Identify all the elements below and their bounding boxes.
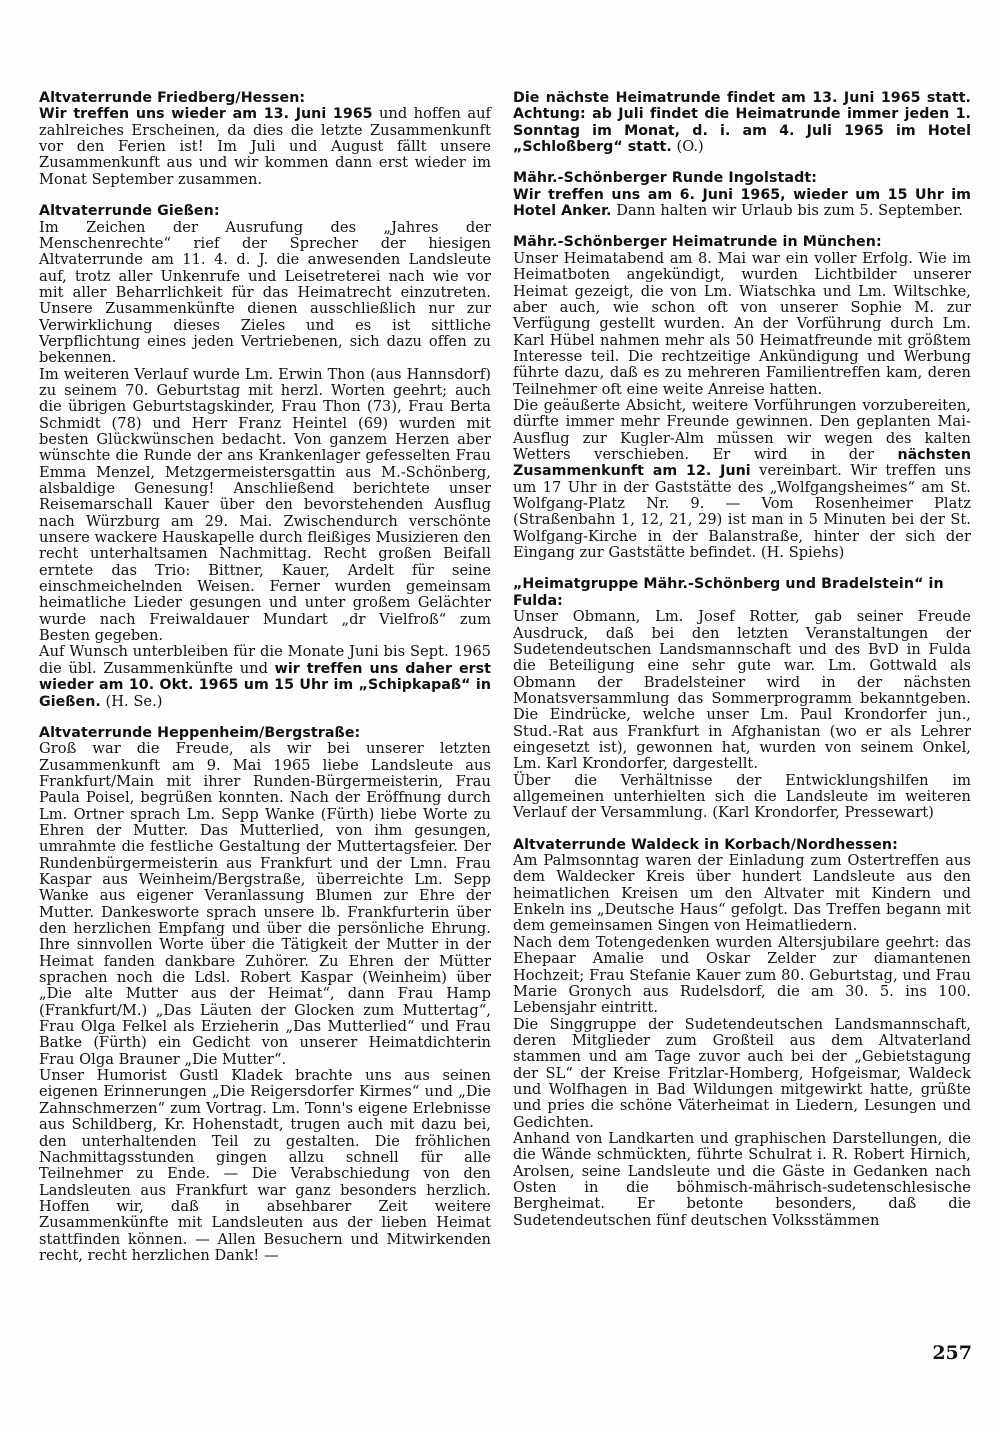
article-paragraph xyxy=(513,90,971,155)
article-paragraph xyxy=(513,398,971,561)
article-paragraph xyxy=(39,644,491,709)
article-paragraph: Unser Humorist Gustl Kladek brachte uns aus seinen eigenen Erinnerungen „Die Reigersdorfer Kirmes“ und „Die Zahnschmerzen“ zum Vortrag. Lm. Tonn's eigene Erlebnisse aus Schildberg, Kr. Hohenstadt, trugen auch mit dazu bei, den unterhaltenden Teil zu gestalten. Die fröhlichen Nachmittagsstunden gingen allzu schnell für alle Teilnehmer zu Ende. — Die Verabschiedung von den Landsleuten aus Frankfurt war ganz besonders herzlich. Hoffen wir, daß in absehbarer Zeit weitere Zusammenkünfte mit Landsleuten aus der lieben Heimat stattfinden können. — Allen Besuchern und Mitwirkenden recht, recht herzlichen Dank! — xyxy=(39,1067,491,1264)
bold-announcement: wir treffen uns daher erst wieder am 10. Okt. 1965 um 15 Uhr im „Schipkapaß“ in Gießen. xyxy=(39,660,491,710)
paragraph-text: Die geäußerte Absicht, weitere Vorführungen vorzubereiten, dürfte immer mehr Freunde gewinnen. Den geplanten Mai-Ausflug zur Kugler-Alm müssen wir wegen des kalten Wetters verschieben. Er wird in der xyxy=(513,396,971,463)
article-giessen xyxy=(39,203,491,710)
article-heading: Altvaterrunde Friedberg/Hessen: xyxy=(39,90,306,106)
article-ingolstadt xyxy=(513,170,971,219)
article-paragraph: Über die Verhältnisse der Entwicklungshilfen im allgemeinen unterhielten sich die Landsleute im weiteren Verlauf der Versammlung. (Karl Krondorfer, Pressewart) xyxy=(513,771,971,822)
paragraph-text: Dann halten wir Urlaub bis zum 5. September. xyxy=(611,202,963,220)
article-heading: Altvaterrunde Heppenheim/Bergstraße: xyxy=(39,724,361,741)
article-heading: Altvaterrunde Gießen: xyxy=(39,203,220,220)
article-paragraph: Am Palmsonntag waren der Einladung zum Ostertreffen aus dem Waldecker Kreis über hundert Landsleute aus den heimatlichen Kreisen um den Altvater mit Kindern und Enkeln ins „Deutsche Haus“ gefolgt. Das Treffen begann mit dem gemeinsamen Singen von Heimatliedern. xyxy=(513,852,971,935)
article-heading: Mähr.-Schönberger Heimatrunde in München: xyxy=(513,234,882,251)
article-paragraph: Die Singgruppe der Sudetendeutschen Landsmannschaft, deren Mitglieder zum Großteil aus dem Altvaterland stammen und am Tage zuvor auch bei der „Gebietstagung der SL“ der Kreise Fritzlar-Homberg, Hofgeismar, Waldeck und Wolfhagen in Bad Wildungen mitgewirkt hatte, grüßte und pries die schöne Väterheimat in Liedern, Lesungen und Gedichten. xyxy=(513,1015,971,1131)
bold-announcement: Wir treffen uns wieder am 13. Juni 1965 xyxy=(39,106,373,123)
article-muenchen xyxy=(513,234,971,561)
article-continuation xyxy=(513,90,971,155)
article-paragraph: Anhand von Landkarten und graphischen Darstellungen, die die Wände schmückten, führte Schulrat i. R. Robert Hirnich, Arolsen, seine Landsleute und die Gäste in Gedanken nach Osten in die böhmisch-mährisch-sudetenschlesische Bergheimat. Er betonte besonders, daß die Sudetendeutschen fünf deutschen Volksstämmen xyxy=(513,1129,971,1229)
article-heppenheim xyxy=(39,725,491,1264)
right-column xyxy=(513,90,971,1244)
article-paragraph: Unser Heimatabend am 8. Mai war ein voller Erfolg. Wie im Heimatboten angekündigt, wurden Lichtbilder unserer Heimat gezeigt, die von Lm. Wiatschka und Lm. Wiltschke, aber auch, wie schon oft von unserer Sophie M. zur Verfügung gestellt wurden. An der Vorführung durch Lm. Karl Hübel nahmen mehr als 50 Heimatfreunde mit größtem Interesse teil. Die rechtzeitige Ankündigung und Werbung führte dazu, daß es zu mehreren Familientreffen kam, deren Teilnehmer oft eine weite Anreise hatten. xyxy=(513,249,971,398)
author-signature: (O.) xyxy=(671,138,704,156)
article-waldeck xyxy=(513,837,971,1229)
paragraph-text: Auf Wunsch unterbleiben für die Monate Juni bis Sept. 1965 die übl. Zusammenkünfte und xyxy=(39,643,491,677)
article-paragraph: Nach dem Totengedenken wurden Altersjubilare geehrt: das Ehepaar Amalie und Oskar Zelder zur diamantenen Hochzeit; Frau Stefanie Kauer zum 80. Geburtstag, und Frau Marie Gronych aus Rudelsdorf, die am 30. 5. ins 100. Lebensjahr eintritt. xyxy=(513,933,971,1017)
paragraph-text: vereinbart. Wir treffen uns um 17 Uhr in der Gaststätte des „Wolfgangsheimes“ am St. Wolfgang-Platz Nr. 9. — Vom Rosenheimer Platz (Straßenbahn 1, 12, 21, 29) ist man in 5 Minuten bei der St. Wolfgang-Kirche in der Balanstraße, hinter der sich der Eingang zur Gaststätte befindet. (H. Spiehs) xyxy=(513,462,972,562)
article-heading: Altvaterrunde Waldeck in Korbach/Nordhessen: xyxy=(513,836,898,853)
article-paragraph xyxy=(513,187,971,220)
page-number: 257 xyxy=(932,1342,972,1364)
article-paragraph: Im Zeichen der Ausrufung des „Jahres der Menschenrechte“ rief der Sprecher der hiesigen Altvaterrunde am 11. 4. d. J. die anwesenden Landsleute auf, trotz aller Unkenrufe und Leisetreterei nach wie vor mit aller Beharrlichkeit für das Heimatrecht einzutreten. Unsere Zusammenkünfte dienen ausschließlich nur zur Verwirklichung dieses Zieles und es ist sittliche Verpflichtung eines jeden Vertriebenen, sich dazu offen zu bekennen. xyxy=(39,218,491,367)
left-column xyxy=(39,90,491,1279)
article-fulda xyxy=(513,576,971,821)
article-friedberg xyxy=(39,90,491,188)
bold-announcement: Die nächste Heimatrunde findet am 13. Juni 1965 statt. Achtung: ab Juli findet die Heimatrunde immer jeden 1. Sonntag im Monat, d. i. am 4. Juli 1965 im Hotel „Schloßberg“ statt. xyxy=(513,90,971,156)
article-paragraph: Im weiteren Verlauf wurde Lm. Erwin Thon (aus Hannsdorf) zu seinem 70. Geburtstag mit herzl. Worten geehrt; auch die übrigen Geburtstagskinder, Frau Thon (73), Frau Berta Schmidt (78) und Herr Franz Heintel (69) wurden mit besten Glückwünschen bedacht. Von ganzem Herzen aber wünschte die Runde der ans Krankenlager gefesselten Frau Emma Menzel, Metzgermeistersgattin aus M.-Schönberg, alsbaldige Genesung! Anschließend berichtete unser Reisemarschall Kauer über den bevorstehenden Ausflug nach Würzburg am 29. Mai. Zwischendurch verschönte unsere wackere Hauskapelle durch fleißiges Musizieren den recht unterhaltsamen Nachmittag. Recht großen Beifall erntete das Trio: Bittner, Kauer, Ardelt für seine einschmeichelnden Weisen. Ferner wurden gemeinsam heimatliche Lieder gesungen und unter großem Gelächter wurde nach Freiwaldauer Mundart „dr Vielfroß“ zum Besten gegeben. xyxy=(39,365,491,645)
paragraph-text: und hoffen auf zahlreiches Erscheinen, da dies die letzte Zusammenkunft vor den Ferien ist! Im Juli und August fällt unsere Zusammenkunft aus und wir kommen dann erst wieder im Monat September zusammen. xyxy=(39,105,491,188)
author-signature: (H. Se.) xyxy=(100,692,163,710)
article-paragraph: Groß war die Freude, als wir bei unserer letzten Zusammenkunft am 9. Mai 1965 liebe Landsleute aus Frankfurt/Main mit ihrer Runden-Bürgermeisterin, Frau Paula Poisel, begrüßen konnten. Nach der Eröffnung durch Lm. Ortner sprach Lm. Sepp Wanke (Fürth) liebe Worte zu Ehren der Mutter. Das Mutterlied, von ihm gesungen, umrahmte die festliche Gestaltung der Muttertagsfeier. Der Rundenbürgermeisterin aus Frankfurt und der Lmn. Frau Kaspar aus Weinheim/Bergstraße, überreichte Lm. Sepp Wanke aus eigener Veranlassung Blumen zur Ehre der Mutter. Dankesworte sprach unsere lb. Frankfurterin über den herzlichen Empfang und über die persönliche Ehrung. Ihre sinnvollen Worte über die Tätigkeit der Mutter in der Heimat fanden dankbare Zuhörer. Zu Ehren der Mütter sprachen noch die Ldsl. Robert Kaspar (Weinheim) über „Die alte Mutter aus der Heimat“, dann Frau Hamp (Frankfurt/M.) „Das Läuten der Glocken zum Muttertag“, Frau Olga Felkel als Erzieherin „Das Mutterlied“ und Frau Batke (Fürth) ein Gedicht von unserer Heimatdichterin Frau Olga Brauner „Die Mutter“. xyxy=(39,740,491,1068)
bold-announcement: nächsten Zusammenkunft am 12. Juni xyxy=(513,447,971,480)
article-paragraph xyxy=(39,106,491,188)
bold-announcement: Wir treffen uns am 6. Juni 1965, wieder um 15 Uhr im Hotel Anker. xyxy=(513,186,971,220)
article-heading: „Heimatgruppe Mähr.-Schönberg und Bradelstein“ in Fulda: xyxy=(513,576,944,609)
article-paragraph: Unser Obmann, Lm. Josef Rotter, gab seiner Freude Ausdruck, daß bei den letzten Veranstaltungen der Sudetendeutschen Landsmannschaft und des BvD in Fulda die Beteiligung eine sehr gute war. Lm. Gottwald als Obmann der Bradelsteiner wird in der nächsten Monatsversammlung das Sommerprogramm bekanntgeben. Die Eindrücke, welche unser Lm. Paul Krondorfer jun., Stud.-Rat aus Frankfurt in Afghanistan (wo er als Lehrer eingesetzt ist), gewonnen hat, wurden von seinem Onkel, Lm. Karl Krondorfer, dargestellt. xyxy=(513,608,971,773)
article-heading: Mähr.-Schönberger Runde Ingolstadt: xyxy=(513,170,818,187)
